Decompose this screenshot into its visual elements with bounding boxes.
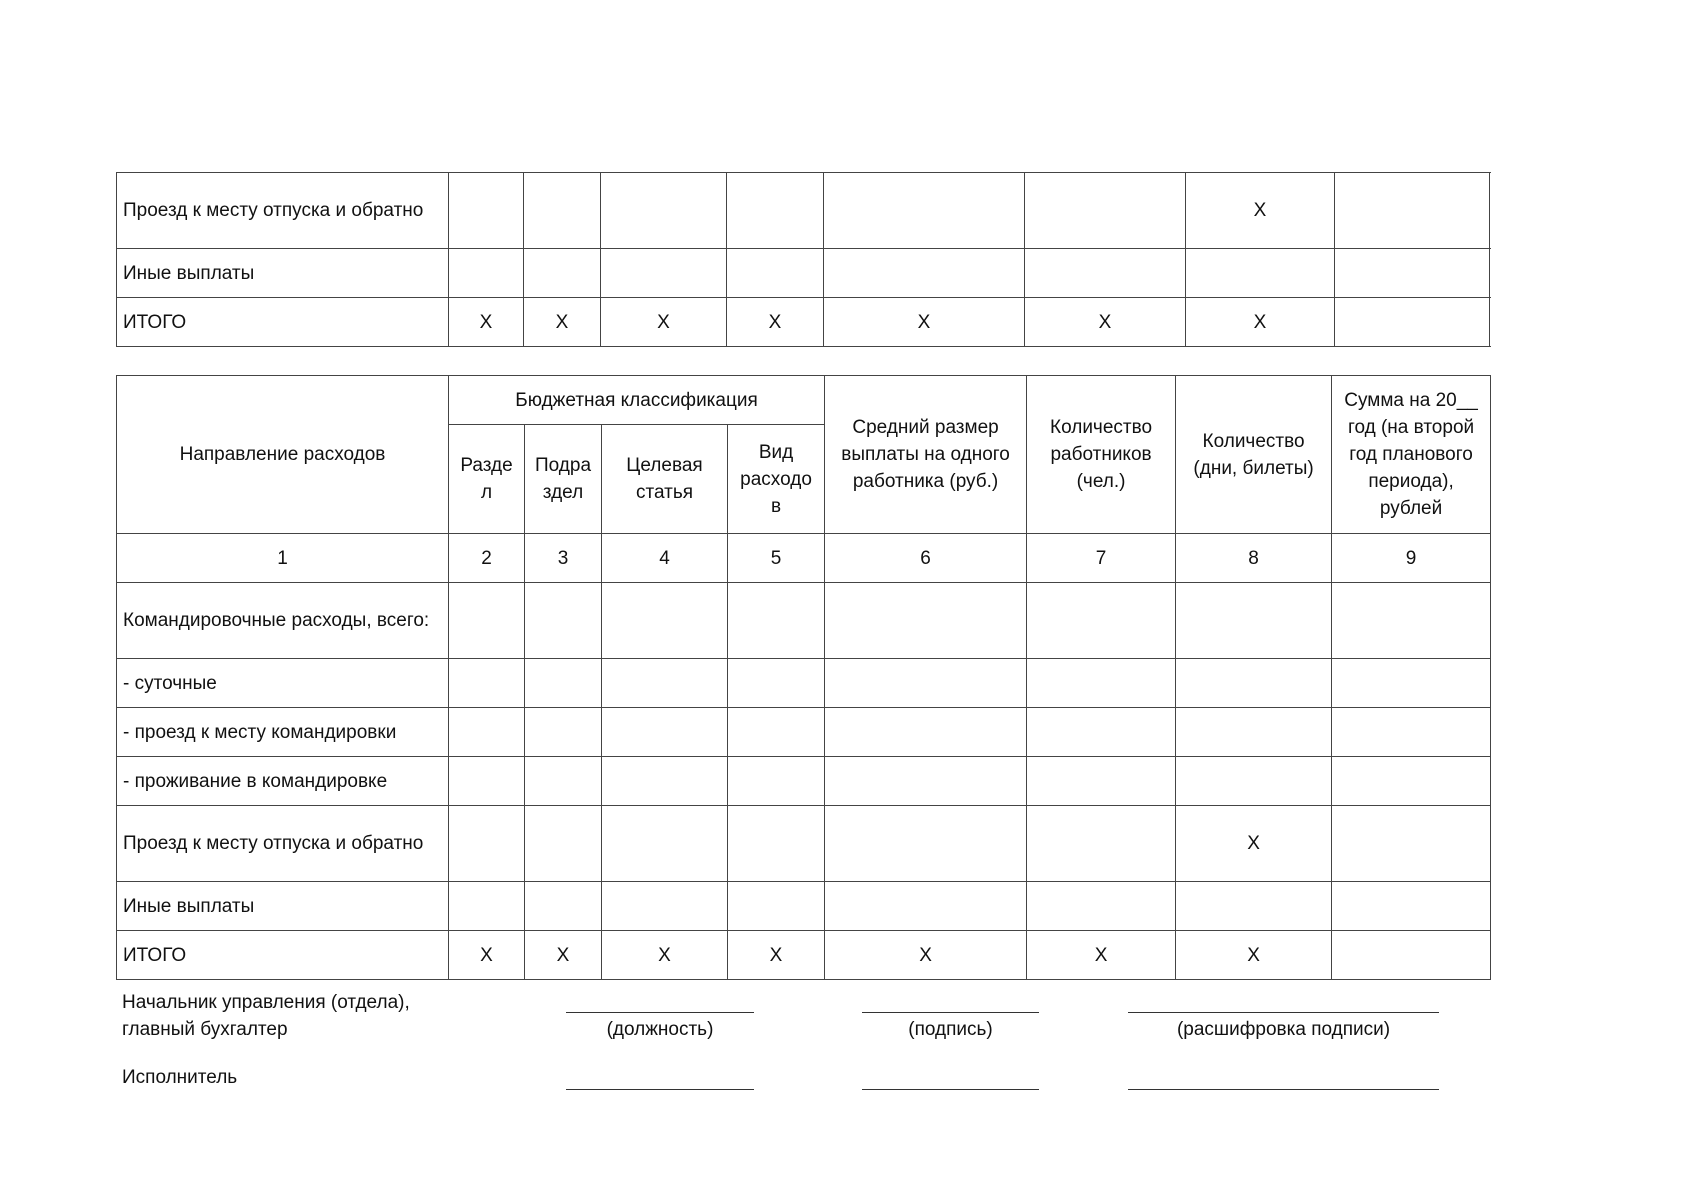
main-row-label: Иные выплаты bbox=[117, 882, 449, 931]
main-cell[interactable] bbox=[602, 583, 728, 659]
main-cell[interactable] bbox=[825, 583, 1027, 659]
main-row-label: ИТОГО bbox=[117, 931, 449, 980]
header-workers-count: Количество работников (чел.) bbox=[1027, 376, 1176, 534]
main-cell[interactable]: X bbox=[825, 931, 1027, 980]
top-cell[interactable]: X bbox=[727, 298, 824, 347]
top-table bbox=[116, 172, 1490, 347]
top-row bbox=[117, 173, 1490, 249]
main-cell[interactable] bbox=[602, 708, 728, 757]
top-cell[interactable] bbox=[601, 173, 727, 249]
column-number: 4 bbox=[602, 534, 728, 583]
main-row-label: - проезд к месту командировки bbox=[117, 708, 449, 757]
top-cell[interactable] bbox=[727, 249, 824, 298]
main-cell[interactable] bbox=[1027, 806, 1176, 882]
main-cell[interactable] bbox=[728, 882, 825, 931]
top-cell[interactable]: X bbox=[449, 298, 524, 347]
main-cell[interactable] bbox=[525, 806, 602, 882]
executor-position-line[interactable] bbox=[566, 1089, 754, 1090]
header-budget-classification: Бюджетная классификация bbox=[449, 376, 825, 425]
main-row-label: Проезд к месту отпуска и обратно bbox=[117, 806, 449, 882]
main-cell[interactable] bbox=[728, 583, 825, 659]
main-cell[interactable] bbox=[449, 583, 525, 659]
signature-caption: (подпись) bbox=[908, 1019, 993, 1040]
column-number: 3 bbox=[525, 534, 602, 583]
top-cell[interactable] bbox=[524, 173, 601, 249]
main-cell[interactable] bbox=[728, 757, 825, 806]
top-row-label: Иные выплаты bbox=[117, 249, 449, 298]
main-cell[interactable]: X bbox=[525, 931, 602, 980]
top-cell[interactable]: X bbox=[601, 298, 727, 347]
column-number: 9 bbox=[1332, 534, 1491, 583]
decoding-line[interactable] bbox=[1128, 1012, 1439, 1013]
main-cell[interactable]: X bbox=[1027, 931, 1176, 980]
top-row-label: ИТОГО bbox=[117, 298, 449, 347]
column-number: 8 bbox=[1176, 534, 1332, 583]
main-row bbox=[117, 757, 1491, 806]
main-row-label: - проживание в командировке bbox=[117, 757, 449, 806]
top-cell[interactable]: X bbox=[824, 298, 1025, 347]
main-cell[interactable] bbox=[525, 583, 602, 659]
main-cell[interactable] bbox=[1332, 931, 1491, 980]
main-cell[interactable] bbox=[449, 882, 525, 931]
main-cell[interactable] bbox=[602, 757, 728, 806]
top-cell[interactable] bbox=[1335, 298, 1490, 347]
main-cell[interactable] bbox=[728, 659, 825, 708]
main-cell[interactable] bbox=[1176, 583, 1332, 659]
main-cell[interactable] bbox=[728, 806, 825, 882]
main-row-label: Командировочные расходы, всего: bbox=[117, 583, 449, 659]
top-cell[interactable] bbox=[1186, 249, 1335, 298]
top-cell[interactable]: X bbox=[1186, 173, 1335, 249]
main-row bbox=[117, 931, 1491, 980]
main-cell[interactable] bbox=[1027, 708, 1176, 757]
top-cell[interactable] bbox=[727, 173, 824, 249]
main-cell[interactable] bbox=[825, 806, 1027, 882]
main-row bbox=[117, 806, 1491, 882]
position-caption: (должность) bbox=[606, 1019, 714, 1040]
signature-line[interactable] bbox=[862, 1012, 1039, 1013]
top-cell[interactable] bbox=[524, 249, 601, 298]
main-cell[interactable] bbox=[1332, 806, 1491, 882]
main-cell[interactable] bbox=[525, 882, 602, 931]
header-target-article: Целевая статья bbox=[602, 425, 728, 534]
executor-signature-line[interactable] bbox=[862, 1089, 1039, 1090]
header-avg-payment: Средний размер выплаты на одного работника (руб.) bbox=[825, 376, 1027, 534]
top-cell[interactable]: X bbox=[524, 298, 601, 347]
main-cell[interactable] bbox=[825, 659, 1027, 708]
main-cell[interactable]: X bbox=[449, 931, 525, 980]
top-cell[interactable]: X bbox=[1025, 298, 1186, 347]
column-number: 6 bbox=[825, 534, 1027, 583]
decoding-caption: (расшифровка подписи) bbox=[1176, 1019, 1391, 1040]
main-cell[interactable] bbox=[1332, 708, 1491, 757]
main-cell[interactable] bbox=[728, 708, 825, 757]
top-row-label: Проезд к месту отпуска и обратно bbox=[117, 173, 449, 249]
main-cell[interactable] bbox=[1176, 659, 1332, 708]
column-number: 1 bbox=[117, 534, 449, 583]
header-expense-type: Вид расходо в bbox=[728, 425, 825, 534]
top-cell[interactable] bbox=[1335, 249, 1490, 298]
top-cell[interactable] bbox=[824, 173, 1025, 249]
main-cell[interactable]: X bbox=[1176, 931, 1332, 980]
header-sum: Сумма на 20__ год (на второй год планового периода), рублей bbox=[1332, 376, 1491, 534]
main-cell[interactable] bbox=[449, 806, 525, 882]
main-cell[interactable] bbox=[1332, 659, 1491, 708]
column-number: 2 bbox=[449, 534, 525, 583]
main-cell[interactable] bbox=[525, 659, 602, 708]
main-cell[interactable] bbox=[525, 708, 602, 757]
main-row-label: - суточные bbox=[117, 659, 449, 708]
top-row bbox=[117, 298, 1490, 347]
top-cell[interactable] bbox=[601, 249, 727, 298]
main-cell[interactable]: X bbox=[602, 931, 728, 980]
top-cell[interactable] bbox=[449, 249, 524, 298]
main-cell[interactable]: X bbox=[728, 931, 825, 980]
top-cell[interactable] bbox=[449, 173, 524, 249]
expenses-table bbox=[116, 375, 1491, 980]
executor-decoding-line[interactable] bbox=[1128, 1089, 1439, 1090]
main-cell[interactable] bbox=[1332, 882, 1491, 931]
main-cell[interactable] bbox=[449, 708, 525, 757]
main-cell[interactable] bbox=[449, 757, 525, 806]
top-cell[interactable] bbox=[1335, 173, 1490, 249]
main-cell[interactable] bbox=[449, 659, 525, 708]
header-direction: Направление расходов bbox=[117, 376, 449, 534]
column-number: 5 bbox=[728, 534, 825, 583]
main-cell[interactable] bbox=[602, 806, 728, 882]
main-cell[interactable]: X bbox=[1176, 806, 1332, 882]
position-line[interactable] bbox=[566, 1012, 754, 1013]
top-row bbox=[117, 249, 1490, 298]
executor-title: Исполнитель bbox=[122, 1067, 238, 1088]
main-cell[interactable] bbox=[825, 708, 1027, 757]
main-cell[interactable] bbox=[1027, 882, 1176, 931]
header-section: Разде л bbox=[449, 425, 525, 534]
main-row bbox=[117, 659, 1491, 708]
main-cell[interactable] bbox=[825, 882, 1027, 931]
main-cell[interactable] bbox=[1176, 708, 1332, 757]
top-cell[interactable] bbox=[824, 249, 1025, 298]
main-row bbox=[117, 882, 1491, 931]
top-cell[interactable]: X bbox=[1186, 298, 1335, 347]
main-cell[interactable] bbox=[1027, 757, 1176, 806]
top-cell[interactable] bbox=[1025, 249, 1186, 298]
main-cell[interactable] bbox=[1332, 757, 1491, 806]
column-numbers-row bbox=[117, 534, 1491, 583]
top-cell[interactable] bbox=[1025, 173, 1186, 249]
main-cell[interactable] bbox=[825, 757, 1027, 806]
head-title: Начальник управления (отдела), главный бухгалтер bbox=[122, 992, 410, 1040]
header-subsection: Подра здел bbox=[525, 425, 602, 534]
main-row bbox=[117, 708, 1491, 757]
main-cell[interactable] bbox=[602, 882, 728, 931]
main-cell[interactable] bbox=[1176, 757, 1332, 806]
main-cell[interactable] bbox=[525, 757, 602, 806]
main-cell[interactable] bbox=[602, 659, 728, 708]
main-cell[interactable] bbox=[1332, 583, 1491, 659]
main-cell[interactable] bbox=[1176, 882, 1332, 931]
main-cell[interactable] bbox=[1027, 583, 1176, 659]
column-number: 7 bbox=[1027, 534, 1176, 583]
main-row bbox=[117, 583, 1491, 659]
header-days-tickets: Количество (дни, билеты) bbox=[1176, 376, 1332, 534]
main-cell[interactable] bbox=[1027, 659, 1176, 708]
